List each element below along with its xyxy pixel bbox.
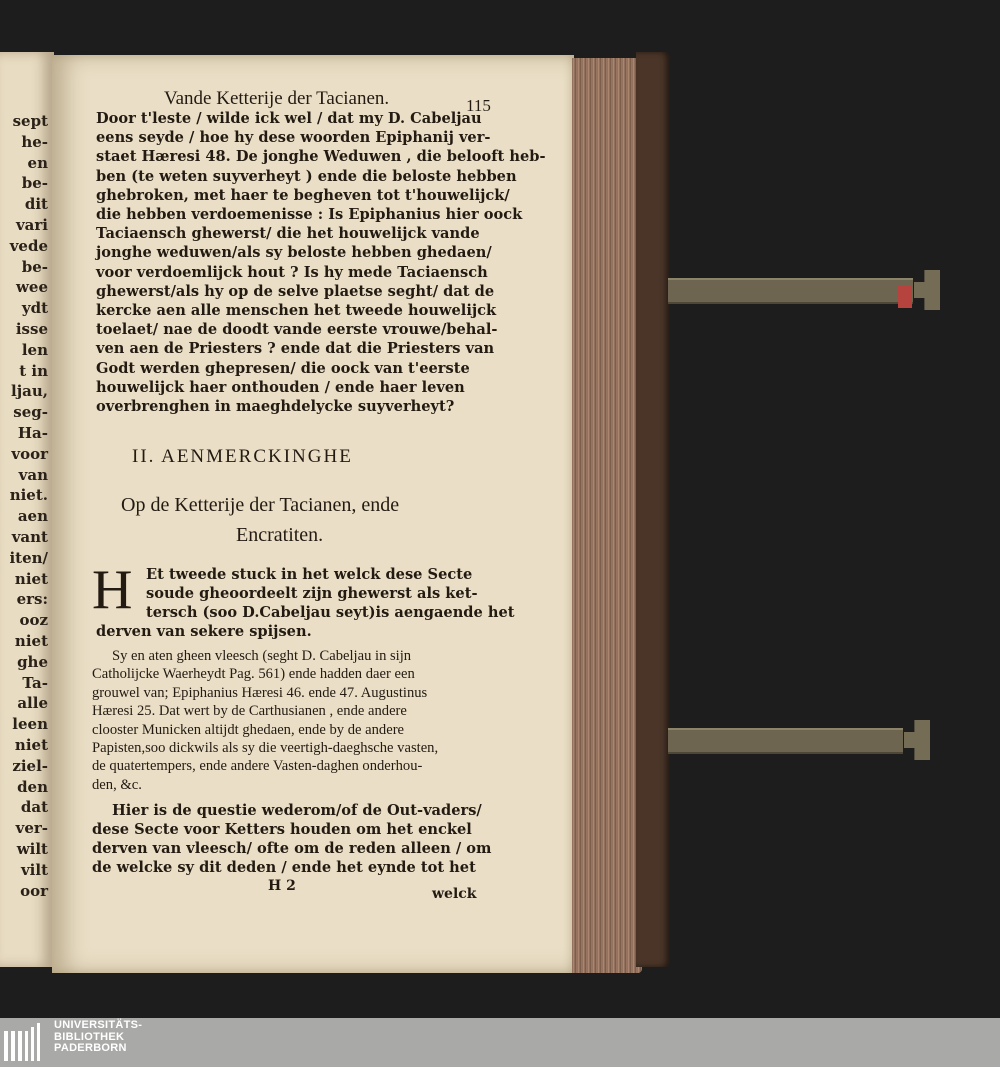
drop-cap: H	[92, 559, 133, 621]
para4-line: Hier is de questie wederom/of de Out-vaders/	[112, 802, 482, 819]
clasp-bottom-end	[904, 720, 930, 760]
para1-line: kercke aen alle menschen het tweede houwelijck	[96, 302, 497, 319]
para3-line: Sy en aten gheen vleesch (seght D. Cabeljau in sijn	[112, 648, 412, 664]
para1-line: toelaet/ nae de doodt vande eerste vrouwe/behal-	[96, 321, 498, 339]
left-page-fragment: dit	[24, 195, 48, 214]
left-page-fragment: voor	[11, 444, 48, 463]
left-page-fragment: aen	[17, 507, 48, 526]
left-page-fragment: ziel-	[12, 756, 48, 775]
left-page-fragment: ooz	[19, 611, 48, 630]
left-page-fragment: Ha-	[17, 424, 48, 442]
left-page-fragment: leen	[12, 715, 48, 734]
left-page-fragment: t in	[19, 361, 48, 380]
para3-line: grouwel van; Epiphanius Hæresi 46. ende 47. Augustinus	[92, 684, 428, 701]
library-name	[54, 1020, 142, 1055]
left-page-fragment: niet	[14, 569, 48, 588]
para1-line: houwelijck haer onthouden / ende haer leven	[96, 378, 465, 396]
library-name-line-2: BIBLIOTHEK	[54, 1030, 125, 1043]
left-page-fragment: en	[27, 153, 48, 172]
clasp-top-red-mark	[898, 286, 912, 308]
left-page-fragment: ver-	[15, 819, 48, 838]
para1-line: voor verdoemlijck hout ? Is hy mede Taciaensch	[96, 263, 488, 281]
left-page-fragment: niet	[14, 736, 48, 754]
para3-line: Hæresi 25. Dat wert by de Carthusianen , ende andere	[92, 703, 407, 720]
left-page-fragment: vari	[15, 216, 48, 234]
clasp-bottom	[668, 728, 903, 754]
left-page-fragment: be-	[21, 174, 48, 193]
para1-line: jonghe weduwen/als sy beloste hebben ghedaen/	[96, 244, 492, 262]
para1-line: overbrenghen in maeghdelycke suyverheyt?	[96, 398, 455, 415]
left-page-fragment: ljau,	[11, 382, 48, 401]
para3-line: Papisten,soo dickwils als sy die veertigh-daeghsche vasten,	[92, 740, 439, 756]
page-number: 115	[466, 96, 491, 115]
left-page-fragment: van	[18, 465, 48, 484]
left-page-fragment: he-	[21, 132, 48, 151]
para4-line: dese Secte voor Ketters houden om het enckel	[92, 821, 472, 838]
left-page-fragment: ers:	[16, 590, 48, 609]
left-page-fragment: vant	[11, 528, 48, 546]
para3-line: de quatertempers, ende andere Vasten-daghen onderhou-	[92, 758, 423, 775]
para1-line: eens seyde / hoe hy dese woorden Epiphanij ver-	[96, 129, 491, 147]
left-page-fragment: iten/	[9, 548, 48, 567]
subheading-line-1: Op de Ketterije der Tacianen, ende	[121, 494, 400, 516]
clasp-top-end	[914, 270, 940, 310]
para1-line: ghebroken, met haer te begheven tot t'houwelijck/	[96, 186, 510, 204]
signature-mark: H 2	[268, 878, 296, 894]
para1-line: Godt werden ghepresen/ die oock van t'eerste	[96, 359, 470, 377]
left-page-fragment: oor	[20, 881, 48, 900]
para2-line: derven van sekere spijsen.	[96, 623, 312, 640]
left-page-fragment: vilt	[20, 860, 48, 879]
para3-line: clooster Municken altijdt ghedaen, ende by de andere	[92, 721, 405, 738]
left-page-fragment: len	[21, 340, 48, 359]
page-block-edges	[572, 58, 642, 973]
left-page-fragment: vede	[9, 236, 48, 255]
para2-line: tersch (soo D.Cabeljau seyt)is aengaende het	[146, 604, 515, 621]
para3-line: Catholijcke Waerheydt Pag. 561) ende hadden daer een	[92, 666, 415, 683]
left-page-fragment: dat	[20, 798, 48, 817]
left-page-fragment: den	[17, 777, 48, 796]
left-page-fragment: seg-	[13, 403, 48, 422]
para1-line: staet Hæresi 48. De jonghe Weduwen , die belooft heb-	[96, 148, 546, 166]
section-heading: II. AENMERCKINGHE	[132, 446, 353, 467]
library-name-line-1: UNIVERSITÄTS-	[54, 1019, 143, 1031]
left-page-fragment: alle	[17, 694, 48, 713]
left-page-fragment: wee	[16, 278, 48, 297]
library-name-line-3: PADERBORN	[54, 1042, 127, 1054]
para1-line: ghewerst/als hy op de selve plaetse seght/ dat de	[96, 282, 495, 300]
left-page-fragment: wilt	[16, 840, 48, 858]
left-page-fragment: niet.	[9, 486, 48, 505]
left-page-fragment: ydt	[21, 299, 48, 318]
subheading-line-2: Encratiten.	[236, 524, 324, 546]
para1-line: Taciaensch ghewerst/ die het houwelijck vande	[96, 225, 480, 243]
left-page-fragment: isse	[15, 320, 48, 338]
catchword: welck	[432, 886, 477, 902]
para3-line: den, &c.	[92, 776, 142, 793]
library-footer	[0, 1018, 1000, 1067]
left-page-edge	[0, 52, 54, 967]
para4-line: de welcke sy dit deden / ende het eynde tot het	[92, 859, 476, 876]
para1-line: die hebben verdoemenisse : Is Epiphanius hier oock	[96, 206, 523, 223]
left-page-fragment: be-	[21, 257, 48, 276]
left-page-fragment: ghe	[17, 652, 48, 671]
library-logo-icon	[4, 1023, 44, 1061]
left-page-fragment: niet	[14, 632, 48, 650]
running-head: Vande Ketterije der Tacianen.	[164, 88, 390, 109]
para1-line: Door t'leste / wilde ick wel / dat my D. Cabeljau	[96, 110, 482, 127]
left-page-fragment: Ta-	[22, 673, 48, 692]
book-cover-spine	[636, 52, 670, 967]
para2-line: soude gheoordeelt zijn ghewerst als ket-	[146, 585, 478, 602]
para2-line: Et tweede stuck in het welck dese Secte	[146, 566, 473, 583]
clasp-top	[668, 278, 913, 304]
para1-line: ven aen de Priesters ? ende dat die Priesters van	[96, 340, 495, 358]
para4-line: derven van vleesch/ ofte om de reden alleen / om	[92, 840, 492, 857]
para1-line: ben (te weten suyverheyt ) ende die beloste hebben	[96, 167, 517, 185]
left-page-fragment: sept	[12, 112, 48, 130]
